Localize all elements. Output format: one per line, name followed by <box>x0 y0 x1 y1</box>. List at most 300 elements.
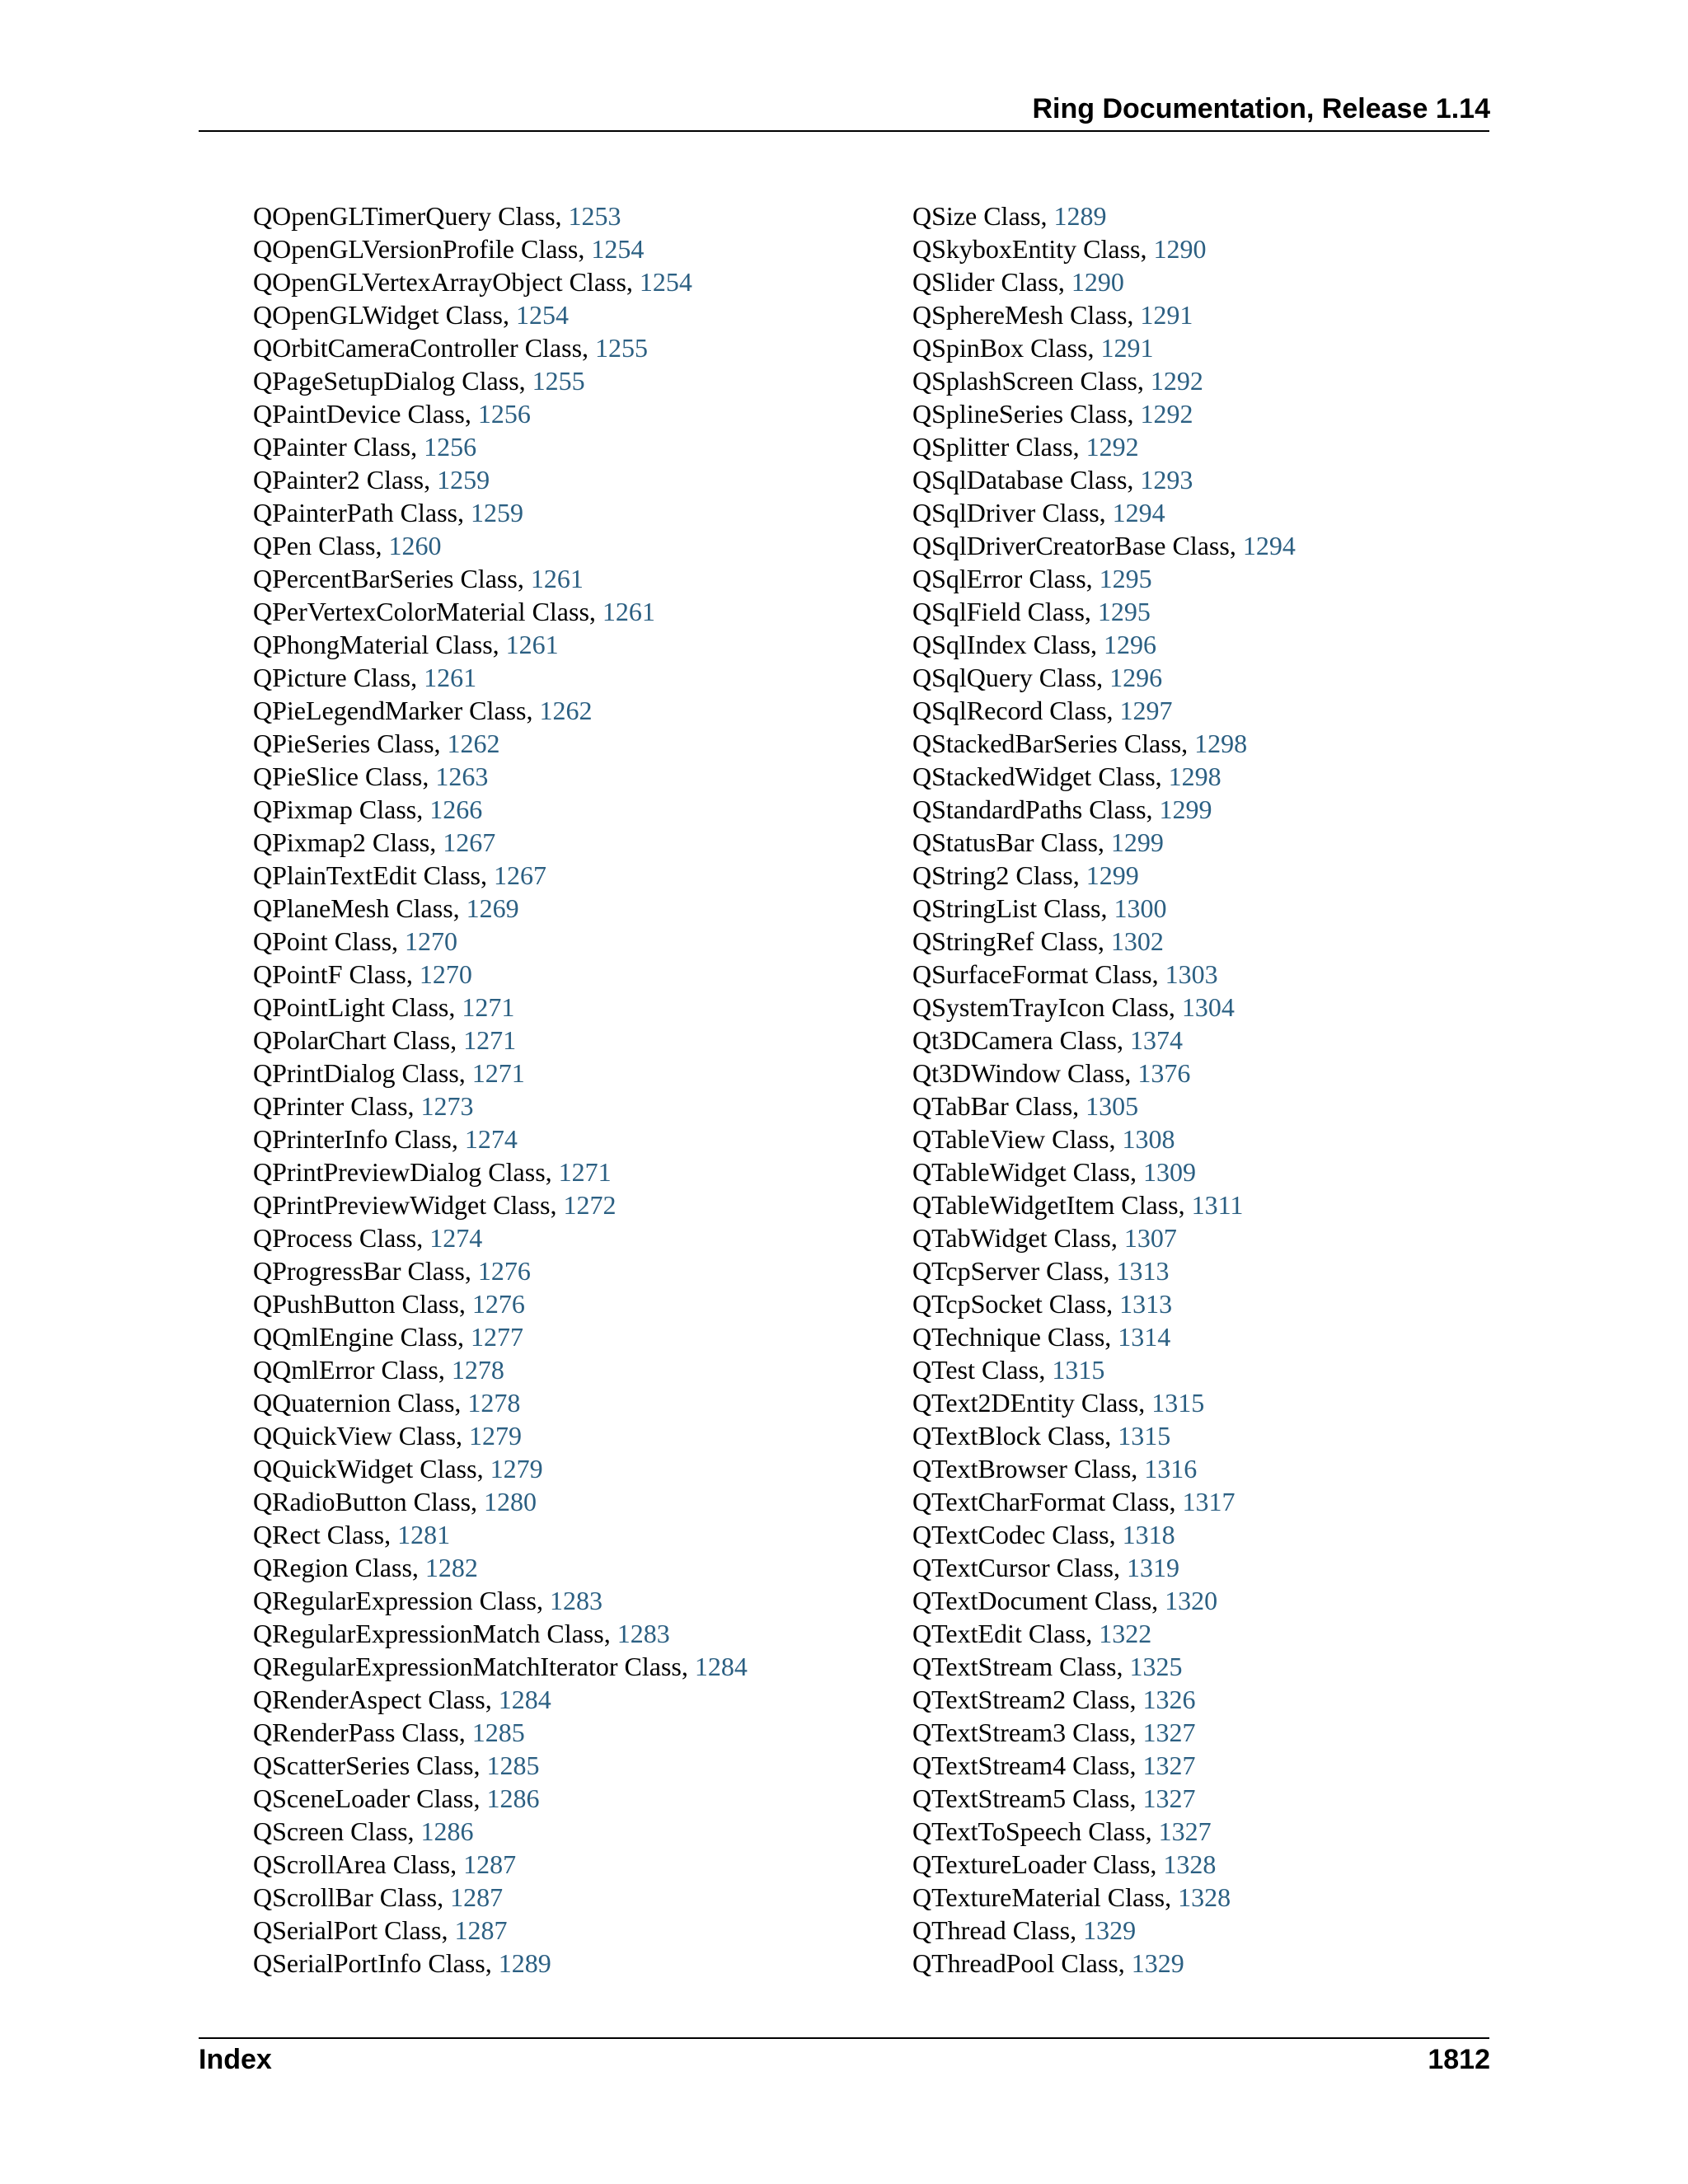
index-page-link[interactable]: 1271 <box>558 1157 612 1187</box>
index-entry-name: QOpenGLVersionProfile Class <box>253 234 579 264</box>
index-page-link[interactable]: 1326 <box>1142 1685 1196 1714</box>
index-entry: QTest Class, 1315 <box>912 1355 1105 1385</box>
index-page-link[interactable]: 1289 <box>1053 201 1107 231</box>
index-entry: QPicture Class, 1261 <box>253 663 477 692</box>
index-entry-name: QSphereMesh Class <box>912 300 1128 330</box>
index-page-link[interactable]: 1286 <box>420 1816 474 1846</box>
index-entry: QQuickView Class, 1279 <box>253 1421 523 1451</box>
index-entry: QTextCharFormat Class, 1317 <box>912 1487 1236 1516</box>
index-entry: QTextBlock Class, 1315 <box>912 1421 1171 1451</box>
index-entry-name: QPlainTextEdit Class <box>253 860 481 890</box>
index-page-link[interactable]: 1294 <box>1112 498 1165 527</box>
index-entry-name: QPerVertexColorMaterial Class <box>253 597 589 626</box>
index-entry: QPageSetupDialog Class, 1255 <box>253 366 585 396</box>
index-entry-name: QPrintPreviewDialog Class <box>253 1157 546 1187</box>
index-entry-name: QRenderAspect Class <box>253 1685 485 1714</box>
index-page-link[interactable]: 1291 <box>1100 333 1154 363</box>
index-page-link[interactable]: 1261 <box>602 597 655 626</box>
index-entry: QOpenGLVersionProfile Class, 1254 <box>253 234 645 264</box>
index-page-link[interactable]: 1322 <box>1099 1619 1152 1648</box>
index-entry-name: QStatusBar Class <box>912 827 1098 857</box>
index-entry-name: QStackedBarSeries Class <box>912 729 1182 758</box>
index-entry: QStackedBarSeries Class, 1298 <box>912 729 1248 758</box>
index-entry-name: QRegion Class <box>253 1553 412 1582</box>
index-page-link[interactable]: 1319 <box>1126 1553 1179 1582</box>
index-page-link[interactable]: 1254 <box>591 234 645 264</box>
index-page-link[interactable]: 1302 <box>1110 926 1164 956</box>
index-entry: QThreadPool Class, 1329 <box>912 1948 1184 1978</box>
index-entry-name: QSqlError Class <box>912 564 1086 593</box>
index-entry: QStringList Class, 1300 <box>912 893 1167 923</box>
index-entry-name: QSqlDatabase Class <box>912 465 1128 494</box>
index-entry-name: QTableView Class <box>912 1124 1109 1154</box>
index-entry: QSqlQuery Class, 1296 <box>912 663 1163 692</box>
index-page-link[interactable]: 1291 <box>1140 300 1193 330</box>
index-page-link[interactable]: 1308 <box>1122 1124 1175 1154</box>
index-entry: QPushButton Class, 1276 <box>253 1289 525 1319</box>
index-page-link[interactable]: 1285 <box>486 1750 540 1780</box>
index-page-link[interactable]: 1320 <box>1165 1586 1218 1615</box>
index-page-link[interactable]: 1305 <box>1085 1091 1139 1121</box>
index-page-link[interactable]: 1287 <box>463 1849 517 1879</box>
index-entry: QPieSeries Class, 1262 <box>253 729 500 758</box>
index-entry-name: QPicture Class <box>253 663 411 692</box>
index-page-link[interactable]: 1329 <box>1131 1948 1184 1978</box>
index-page-link[interactable]: 1292 <box>1140 399 1193 429</box>
index-entry: QSize Class, 1289 <box>912 201 1107 231</box>
index-page-link[interactable]: 1260 <box>388 531 442 560</box>
index-entry: QTextStream3 Class, 1327 <box>912 1718 1196 1747</box>
index-entry-name: QTabBar Class <box>912 1091 1073 1121</box>
index-entry: QTechnique Class, 1314 <box>912 1322 1171 1352</box>
index-entry-name: QSerialPort Class <box>253 1915 442 1945</box>
index-page-link[interactable]: 1317 <box>1182 1487 1236 1516</box>
index-entry: QTextStream4 Class, 1327 <box>912 1750 1196 1780</box>
index-page-link[interactable]: 1328 <box>1178 1882 1231 1912</box>
index-page-link[interactable]: 1277 <box>470 1322 523 1352</box>
index-page-link[interactable]: 1261 <box>424 663 477 692</box>
index-page-link[interactable]: 1253 <box>568 201 621 231</box>
index-page-link[interactable]: 1327 <box>1158 1816 1212 1846</box>
index-entry-name: QSqlQuery Class <box>912 663 1097 692</box>
index-column-right <box>912 199 1296 1980</box>
index-page-link[interactable]: 1261 <box>505 630 559 659</box>
index-entry: QTableWidget Class, 1309 <box>912 1157 1196 1187</box>
index-entry: QPen Class, 1260 <box>253 531 442 560</box>
index-page-link[interactable]: 1280 <box>484 1487 537 1516</box>
index-entry-name: QPen Class <box>253 531 376 560</box>
index-page-link[interactable]: 1316 <box>1144 1454 1198 1483</box>
index-page-link[interactable]: 1256 <box>424 432 477 462</box>
index-entry-name: QTextStream3 Class <box>912 1718 1130 1747</box>
index-entry: QProcess Class, 1274 <box>253 1223 483 1253</box>
index-page-link[interactable]: 1298 <box>1168 762 1221 791</box>
index-page-link[interactable]: 1295 <box>1097 597 1151 626</box>
index-page-link[interactable]: 1329 <box>1083 1915 1137 1945</box>
index-page-link[interactable]: 1255 <box>595 333 649 363</box>
index-entry-name: QPixmap2 Class <box>253 827 430 857</box>
index-entry: QPointF Class, 1270 <box>253 959 472 989</box>
index-entry: QPaintDevice Class, 1256 <box>253 399 531 429</box>
index-entry: QPainter2 Class, 1259 <box>253 465 490 494</box>
index-entry-name: QText2DEntity Class <box>912 1388 1139 1418</box>
index-page-link[interactable]: 1272 <box>563 1190 617 1220</box>
index-entry-name: QPolarChart Class <box>253 1025 451 1055</box>
index-entry: QPoint Class, 1270 <box>253 926 458 956</box>
index-entry: QPolarChart Class, 1271 <box>253 1025 517 1055</box>
index-page-link[interactable]: 1295 <box>1099 564 1152 593</box>
index-page-link[interactable]: 1315 <box>1118 1421 1171 1451</box>
index-page-link[interactable]: 1270 <box>419 959 472 989</box>
index-entry-name: QTextBlock Class <box>912 1421 1105 1451</box>
index-entry: QRegion Class, 1282 <box>253 1553 478 1582</box>
index-entry-name: QSlider Class <box>912 267 1058 297</box>
index-entry-name: QString2 Class <box>912 860 1073 890</box>
index-entry-name: QQmlError Class <box>253 1355 438 1385</box>
index-page-link[interactable]: 1279 <box>490 1454 543 1483</box>
index-page-link[interactable]: 1263 <box>435 762 489 791</box>
index-page-link[interactable]: 1290 <box>1153 234 1207 264</box>
index-entry-name: QSize Class <box>912 201 1041 231</box>
index-entry-name: QPlaneMesh Class <box>253 893 453 923</box>
index-entry: QScatterSeries Class, 1285 <box>253 1750 540 1780</box>
index-page-link[interactable]: 1279 <box>469 1421 523 1451</box>
index-page-link[interactable]: 1299 <box>1110 827 1164 857</box>
index-entry: QPrintPreviewDialog Class, 1271 <box>253 1157 612 1187</box>
index-page-link[interactable]: 1262 <box>447 729 500 758</box>
index-page-link[interactable]: 1297 <box>1119 696 1173 725</box>
index-page-link[interactable]: 1283 <box>549 1586 603 1615</box>
index-page-link[interactable]: 1327 <box>1142 1783 1196 1813</box>
index-entry-name: QPrintPreviewWidget Class <box>253 1190 551 1220</box>
index-entry-name: QSceneLoader Class <box>253 1783 474 1813</box>
index-page-link[interactable]: 1315 <box>1052 1355 1105 1385</box>
index-entry: QSerialPortInfo Class, 1289 <box>253 1948 551 1978</box>
index-entry: QString2 Class, 1299 <box>912 860 1139 890</box>
index-entry-name: QScrollArea Class <box>253 1849 451 1879</box>
index-entry: QTextStream5 Class, 1327 <box>912 1783 1196 1813</box>
index-entry: QSplitter Class, 1292 <box>912 432 1139 462</box>
index-entry: Qt3DCamera Class, 1374 <box>912 1025 1183 1055</box>
index-page-link[interactable]: 1314 <box>1118 1322 1171 1352</box>
index-entry-name: QTextCodec Class <box>912 1520 1109 1549</box>
index-page-link[interactable]: 1281 <box>397 1520 451 1549</box>
index-page-link[interactable]: 1261 <box>530 564 584 593</box>
index-page-link[interactable]: 1274 <box>464 1124 518 1154</box>
index-entry: QPrintDialog Class, 1271 <box>253 1058 525 1088</box>
index-page-link[interactable]: 1293 <box>1140 465 1193 494</box>
index-page-link[interactable]: 1254 <box>515 300 569 330</box>
index-entry: QSerialPort Class, 1287 <box>253 1915 508 1945</box>
index-entry: QTcpSocket Class, 1313 <box>912 1289 1173 1319</box>
index-entry: QTextDocument Class, 1320 <box>912 1586 1218 1615</box>
index-entry-name: QTcpServer Class <box>912 1256 1104 1286</box>
index-page-link[interactable]: 1290 <box>1071 267 1124 297</box>
index-page-link[interactable]: 1325 <box>1129 1652 1183 1681</box>
index-page-link[interactable]: 1327 <box>1142 1718 1196 1747</box>
index-page-link[interactable]: 1374 <box>1129 1025 1183 1055</box>
index-entry-name: QTest Class <box>912 1355 1039 1385</box>
index-entry-name: QPrinter Class <box>253 1091 408 1121</box>
index-entry: QTcpServer Class, 1313 <box>912 1256 1170 1286</box>
index-entry: QProgressBar Class, 1276 <box>253 1256 531 1286</box>
index-page-link[interactable]: 1269 <box>466 893 519 923</box>
index-entry-name: QSqlField Class <box>912 597 1085 626</box>
index-entry-name: QQmlEngine Class <box>253 1322 457 1352</box>
index-page-link[interactable]: 1315 <box>1151 1388 1205 1418</box>
index-entry: QTabWidget Class, 1307 <box>912 1223 1177 1253</box>
index-entry-name: QSplashScreen Class <box>912 366 1137 396</box>
index-entry-name: QTextStream4 Class <box>912 1750 1130 1780</box>
index-entry: QPixmap2 Class, 1267 <box>253 827 496 857</box>
index-entry: QQmlEngine Class, 1277 <box>253 1322 523 1352</box>
index-entry: QTextStream Class, 1325 <box>912 1652 1183 1681</box>
index-entry: QSystemTrayIcon Class, 1304 <box>912 992 1235 1022</box>
index-page-link[interactable]: 1294 <box>1242 531 1296 560</box>
index-page-link[interactable]: 1285 <box>471 1718 525 1747</box>
index-page-link[interactable]: 1292 <box>1085 432 1139 462</box>
index-entry-name: QSqlIndex Class <box>912 630 1090 659</box>
index-page-link[interactable]: 1304 <box>1181 992 1235 1022</box>
index-page-link[interactable]: 1278 <box>451 1355 504 1385</box>
footer-rule <box>199 2037 1489 2039</box>
index-entry-name: QTableWidget Class <box>912 1157 1130 1187</box>
index-page-link[interactable]: 1307 <box>1123 1223 1177 1253</box>
index-entry-name: QStringList Class <box>912 893 1101 923</box>
index-entry: QSpinBox Class, 1291 <box>912 333 1154 363</box>
index-entry: QSplineSeries Class, 1292 <box>912 399 1193 429</box>
index-entry: QScreen Class, 1286 <box>253 1816 474 1846</box>
index-page-link[interactable]: 1313 <box>1116 1256 1170 1286</box>
index-entry-name: QProgressBar Class <box>253 1256 465 1286</box>
index-entry-name: QTextureMaterial Class <box>912 1882 1165 1912</box>
index-entry-name: QQuaternion Class <box>253 1388 455 1418</box>
index-page-link[interactable]: 1299 <box>1085 860 1139 890</box>
index-page-link[interactable]: 1271 <box>463 1025 517 1055</box>
index-entry-name: QScatterSeries Class <box>253 1750 474 1780</box>
index-entry-name: QScrollBar Class <box>253 1882 438 1912</box>
index-page-link[interactable]: 1270 <box>405 926 458 956</box>
index-entry-name: QPointLight Class <box>253 992 449 1022</box>
index-entry: QThread Class, 1329 <box>912 1915 1137 1945</box>
index-entry-name: QRegularExpressionMatchIterator Class <box>253 1652 682 1681</box>
index-entry: QPainterPath Class, 1259 <box>253 498 523 527</box>
index-page-link[interactable]: 1255 <box>532 366 585 396</box>
index-page-link[interactable]: 1262 <box>539 696 593 725</box>
index-page-link[interactable]: 1271 <box>462 992 515 1022</box>
index-page-link[interactable]: 1289 <box>498 1948 551 1978</box>
index-entry: QRadioButton Class, 1280 <box>253 1487 537 1516</box>
index-entry-name: QTextToSpeech Class <box>912 1816 1146 1846</box>
index-entry: QTextCodec Class, 1318 <box>912 1520 1175 1549</box>
index-entry-name: QPrintDialog Class <box>253 1058 459 1088</box>
index-entry-name: QThread Class <box>912 1915 1071 1945</box>
index-page-link[interactable]: 1292 <box>1150 366 1203 396</box>
index-page-link[interactable]: 1303 <box>1165 959 1218 989</box>
index-entry-name: QOpenGLVertexArrayObject Class <box>253 267 626 297</box>
index-entry: QTextureMaterial Class, 1328 <box>912 1882 1231 1912</box>
index-entry: QScrollBar Class, 1287 <box>253 1882 504 1912</box>
index-page-link[interactable]: 1296 <box>1104 630 1156 659</box>
index-entry: QOpenGLWidget Class, 1254 <box>253 300 569 330</box>
index-entry: QStringRef Class, 1302 <box>912 926 1164 956</box>
index-page-link[interactable]: 1282 <box>424 1553 478 1582</box>
index-entry-name: QSplineSeries Class <box>912 399 1128 429</box>
running-header-title: Ring Documentation, Release 1.14 <box>1032 93 1490 124</box>
index-page-link[interactable]: 1276 <box>477 1256 531 1286</box>
index-page-link[interactable]: 1283 <box>617 1619 670 1648</box>
index-entry-name: QTextEdit Class <box>912 1619 1086 1648</box>
index-entry: QSplashScreen Class, 1292 <box>912 366 1203 396</box>
index-entry-name: QTextStream2 Class <box>912 1685 1130 1714</box>
index-page-link[interactable]: 1274 <box>429 1223 483 1253</box>
index-entry: QTextStream2 Class, 1326 <box>912 1685 1196 1714</box>
index-entry-name: QPixmap Class <box>253 794 417 824</box>
index-entry: QTableView Class, 1308 <box>912 1124 1175 1154</box>
index-page-link[interactable]: 1259 <box>437 465 490 494</box>
index-entry: QRegularExpressionMatchIterator Class, 1284 <box>253 1652 748 1681</box>
index-entry-name: QPainterPath Class <box>253 498 457 527</box>
index-entry: QPixmap Class, 1266 <box>253 794 483 824</box>
index-entry-name: QPrinterInfo Class <box>253 1124 452 1154</box>
index-page-link[interactable]: 1328 <box>1163 1849 1217 1879</box>
index-page-link[interactable]: 1284 <box>498 1685 551 1714</box>
index-entry-name: QProcess Class <box>253 1223 417 1253</box>
index-page-link[interactable]: 1267 <box>493 860 546 890</box>
index-entry: QRegularExpressionMatch Class, 1283 <box>253 1619 670 1648</box>
index-entry-name: QTcpSocket Class <box>912 1289 1107 1319</box>
index-entry: QSqlDriver Class, 1294 <box>912 498 1165 527</box>
index-entry: QPrinter Class, 1273 <box>253 1091 474 1121</box>
index-entry: QPainter Class, 1256 <box>253 432 477 462</box>
index-entry: QSqlDatabase Class, 1293 <box>912 465 1193 494</box>
index-entry-name: QQuickWidget Class <box>253 1454 477 1483</box>
index-page-link[interactable]: 1271 <box>471 1058 525 1088</box>
index-page-link[interactable]: 1267 <box>443 827 496 857</box>
footer-section-label: Index <box>199 2044 272 2075</box>
index-page-link[interactable]: 1256 <box>477 399 531 429</box>
index-entry-name: QSystemTrayIcon Class <box>912 992 1169 1022</box>
index-page-link[interactable]: 1309 <box>1142 1157 1196 1187</box>
index-entry-name: QPointF Class <box>253 959 406 989</box>
index-entry-name: QStringRef Class <box>912 926 1098 956</box>
index-entry-name: QPhongMaterial Class <box>253 630 493 659</box>
index-entry-name: QPainter2 Class <box>253 465 424 494</box>
index-entry-name: QTextDocument Class <box>912 1586 1152 1615</box>
index-entry-name: QTextStream Class <box>912 1652 1117 1681</box>
index-entry-name: QTechnique Class <box>912 1322 1105 1352</box>
index-page-link[interactable]: 1300 <box>1114 893 1167 923</box>
index-entry-name: QSkyboxEntity Class <box>912 234 1141 264</box>
index-entry: QSurfaceFormat Class, 1303 <box>912 959 1218 989</box>
index-entry: QQuickWidget Class, 1279 <box>253 1454 543 1483</box>
index-page-link[interactable]: 1286 <box>486 1783 540 1813</box>
index-page-link[interactable]: 1327 <box>1142 1750 1196 1780</box>
index-page-link[interactable]: 1259 <box>470 498 523 527</box>
index-page-link[interactable]: 1311 <box>1191 1190 1244 1220</box>
index-entry-name: QTextBrowser Class <box>912 1454 1132 1483</box>
index-entry: QPhongMaterial Class, 1261 <box>253 630 559 659</box>
index-entry: QPerVertexColorMaterial Class, 1261 <box>253 597 655 626</box>
index-page-link[interactable]: 1313 <box>1119 1289 1173 1319</box>
index-entry-name: QOpenGLWidget Class <box>253 300 503 330</box>
index-entry: QSqlRecord Class, 1297 <box>912 696 1173 725</box>
index-entry: QPointLight Class, 1271 <box>253 992 515 1022</box>
index-entry: QPieSlice Class, 1263 <box>253 762 489 791</box>
index-entry-name: QTextCharFormat Class <box>912 1487 1170 1516</box>
index-column-left <box>253 199 748 1980</box>
index-entry: QRect Class, 1281 <box>253 1520 451 1549</box>
index-page-link[interactable]: 1254 <box>639 267 692 297</box>
index-entry-name: QSpinBox Class <box>912 333 1088 363</box>
index-entry: QSphereMesh Class, 1291 <box>912 300 1193 330</box>
index-entry: QOrbitCameraController Class, 1255 <box>253 333 649 363</box>
index-entry: QRegularExpression Class, 1283 <box>253 1586 603 1615</box>
index-entry-name: QStackedWidget Class <box>912 762 1156 791</box>
index-page-link[interactable]: 1296 <box>1109 663 1163 692</box>
index-entry: QTextToSpeech Class, 1327 <box>912 1816 1212 1846</box>
index-entry: QSceneLoader Class, 1286 <box>253 1783 540 1813</box>
index-entry-name: QStandardPaths Class <box>912 794 1146 824</box>
index-page-link[interactable]: 1287 <box>450 1882 504 1912</box>
index-entry: QSlider Class, 1290 <box>912 267 1124 297</box>
index-entry-name: QSplitter Class <box>912 432 1073 462</box>
index-entry-name: QPageSetupDialog Class <box>253 366 519 396</box>
index-entry: QScrollArea Class, 1287 <box>253 1849 517 1879</box>
index-page-link[interactable]: 1278 <box>467 1388 521 1418</box>
index-entry-name: QSqlRecord Class <box>912 696 1107 725</box>
index-page-link[interactable]: 1299 <box>1159 794 1212 824</box>
index-page-link[interactable]: 1287 <box>454 1915 508 1945</box>
index-entry: QText2DEntity Class, 1315 <box>912 1388 1205 1418</box>
index-entry-name: QOrbitCameraController Class <box>253 333 583 363</box>
index-entry-name: QSqlDriverCreatorBase Class <box>912 531 1230 560</box>
index-entry-name: QTextStream5 Class <box>912 1783 1130 1813</box>
index-entry-name: QThreadPool Class <box>912 1948 1118 1978</box>
index-entry-name: QPercentBarSeries Class <box>253 564 518 593</box>
index-entry: QSqlField Class, 1295 <box>912 597 1151 626</box>
index-entry-name: QTabWidget Class <box>912 1223 1111 1253</box>
index-page-link[interactable]: 1376 <box>1137 1058 1191 1088</box>
index-page-link[interactable]: 1284 <box>694 1652 748 1681</box>
index-entry-name: QRect Class <box>253 1520 385 1549</box>
index-entry: QRenderPass Class, 1285 <box>253 1718 525 1747</box>
header-rule <box>199 130 1489 132</box>
index-entry: QSqlIndex Class, 1296 <box>912 630 1156 659</box>
index-entry-name: QScreen Class <box>253 1816 408 1846</box>
index-entry: QStatusBar Class, 1299 <box>912 827 1164 857</box>
index-entry-name: QRadioButton Class <box>253 1487 471 1516</box>
index-entry-name: QPaintDevice Class <box>253 399 465 429</box>
index-page-link[interactable]: 1273 <box>420 1091 474 1121</box>
index-entry: QQmlError Class, 1278 <box>253 1355 504 1385</box>
index-entry-name: QPieSlice Class <box>253 762 423 791</box>
index-page-link[interactable]: 1276 <box>471 1289 525 1319</box>
index-entry: QOpenGLTimerQuery Class, 1253 <box>253 201 621 231</box>
index-entry-name: QTextureLoader Class <box>912 1849 1151 1879</box>
index-page-link[interactable]: 1318 <box>1122 1520 1175 1549</box>
index-entry-name: QPieSeries Class <box>253 729 434 758</box>
index-entry: QStandardPaths Class, 1299 <box>912 794 1212 824</box>
index-page-link[interactable]: 1266 <box>429 794 483 824</box>
index-page-link[interactable]: 1298 <box>1194 729 1248 758</box>
index-entry: Qt3DWindow Class, 1376 <box>912 1058 1191 1088</box>
index-entry: QPlaneMesh Class, 1269 <box>253 893 519 923</box>
index-entry-name: QQuickView Class <box>253 1421 457 1451</box>
index-entry-name: QPieLegendMarker Class <box>253 696 527 725</box>
index-entry: QPrinterInfo Class, 1274 <box>253 1124 518 1154</box>
index-entry: QTextBrowser Class, 1316 <box>912 1454 1198 1483</box>
